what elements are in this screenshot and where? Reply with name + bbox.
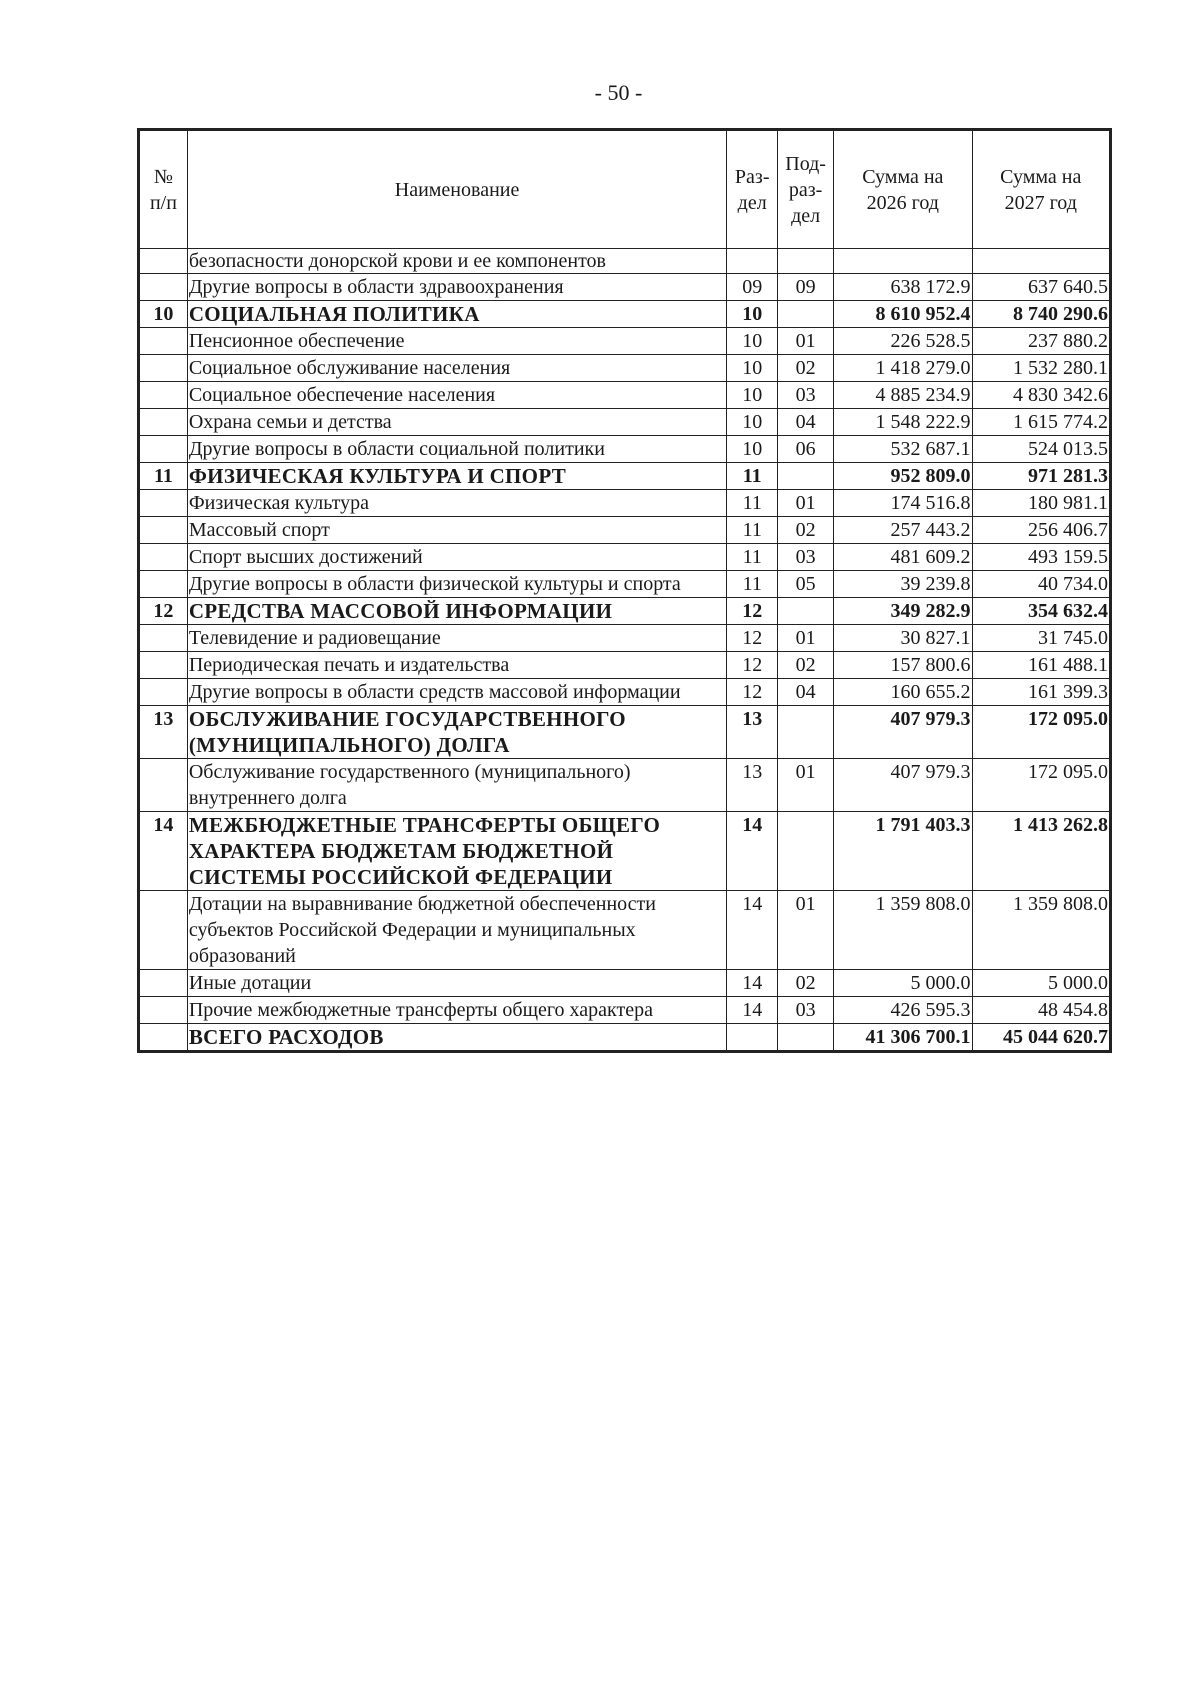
cell-sum-2027: 1 413 262.8 [972,812,1110,891]
header-podrazdel-line: Под- [785,152,826,175]
cell-razdel: 13 [727,706,778,759]
cell-sum-2027: 45 044 620.7 [972,1024,1110,1052]
header-sum-line: 2026 год [866,191,939,214]
cell-podrazdel: 03 [778,382,834,409]
cell-podrazdel: 03 [778,997,834,1024]
cell-sum-2027 [972,249,1110,274]
cell-sum-2027: 493 159.5 [972,544,1110,571]
cell-podrazdel [778,598,834,625]
table-row [139,463,1111,490]
table-row [139,328,1111,355]
header-podrazdel-line: раз- [788,178,823,201]
cell-podrazdel [778,1024,834,1052]
cell-podrazdel: 01 [778,490,834,517]
table-row [139,517,1111,544]
cell-num [139,544,188,571]
cell-num [139,679,188,706]
cell-name: ВСЕГО РАСХОДОВ [187,1024,726,1052]
cell-podrazdel: 04 [778,679,834,706]
cell-name: безопасности донорской крови и ее компонентов [187,249,726,274]
header-sum-2027 [972,130,1110,249]
cell-sum-2027: 180 981.1 [972,490,1110,517]
cell-num: 12 [139,598,188,625]
header-podrazdel-line: дел [791,204,821,227]
cell-sum-2026: 8 610 952.4 [834,301,972,328]
table-row [139,997,1111,1024]
cell-podrazdel [778,301,834,328]
cell-podrazdel [778,249,834,274]
header-num [139,130,188,249]
cell-podrazdel: 02 [778,652,834,679]
cell-sum-2026: 1 791 403.3 [834,812,972,891]
cell-name: Пенсионное обеспечение [187,328,726,355]
cell-sum-2026: 5 000.0 [834,970,972,997]
cell-sum-2027: 5 000.0 [972,970,1110,997]
cell-razdel: 14 [727,997,778,1024]
cell-razdel: 10 [727,301,778,328]
cell-podrazdel [778,463,834,490]
cell-num [139,625,188,652]
cell-num [139,328,188,355]
cell-razdel: 10 [727,436,778,463]
table-row [139,1024,1111,1052]
cell-sum-2027: 40 734.0 [972,571,1110,598]
cell-razdel: 11 [727,463,778,490]
cell-name: Обслуживание государственного (муниципального) внутреннего долга [187,759,726,812]
table-header-row [139,130,1111,249]
table-row [139,891,1111,970]
cell-razdel [727,1024,778,1052]
cell-sum-2027: 4 830 342.6 [972,382,1110,409]
cell-num [139,382,188,409]
cell-name: Прочие межбюджетные трансферты общего характера [187,997,726,1024]
cell-name: Социальное обслуживание населения [187,355,726,382]
cell-sum-2027: 354 632.4 [972,598,1110,625]
cell-name: СРЕДСТВА МАССОВОЙ ИНФОРМАЦИИ [187,598,726,625]
cell-sum-2027: 172 095.0 [972,706,1110,759]
table-row [139,355,1111,382]
cell-num [139,652,188,679]
cell-razdel: 11 [727,571,778,598]
cell-num [139,274,188,301]
cell-name: Другие вопросы в области физической культуры и спорта [187,571,726,598]
cell-name: Другие вопросы в области здравоохранения [187,274,726,301]
cell-num [139,436,188,463]
cell-num [139,759,188,812]
cell-name: ФИЗИЧЕСКАЯ КУЛЬТУРА И СПОРТ [187,463,726,490]
cell-podrazdel: 09 [778,274,834,301]
table-row [139,382,1111,409]
table-row [139,249,1111,274]
cell-sum-2026 [834,249,972,274]
cell-sum-2026: 426 595.3 [834,997,972,1024]
cell-razdel: 12 [727,652,778,679]
cell-razdel: 10 [727,382,778,409]
cell-razdel: 09 [727,274,778,301]
cell-name: Спорт высших достижений [187,544,726,571]
cell-sum-2027: 237 880.2 [972,328,1110,355]
table-row [139,409,1111,436]
cell-name: Массовый спорт [187,517,726,544]
cell-num [139,490,188,517]
cell-sum-2026: 160 655.2 [834,679,972,706]
cell-name: Социальное обеспечение населения [187,382,726,409]
cell-sum-2027: 971 281.3 [972,463,1110,490]
cell-sum-2026: 638 172.9 [834,274,972,301]
cell-num [139,997,188,1024]
cell-razdel: 14 [727,812,778,891]
cell-sum-2026: 226 528.5 [834,328,972,355]
cell-sum-2026: 257 443.2 [834,517,972,544]
table-row [139,970,1111,997]
cell-podrazdel: 06 [778,436,834,463]
cell-sum-2026: 952 809.0 [834,463,972,490]
cell-podrazdel: 05 [778,571,834,598]
cell-sum-2026: 30 827.1 [834,625,972,652]
cell-razdel: 11 [727,544,778,571]
cell-num [139,970,188,997]
cell-sum-2027: 48 454.8 [972,997,1110,1024]
cell-podrazdel: 04 [778,409,834,436]
header-num-line: п/п [149,191,177,214]
cell-sum-2027: 31 745.0 [972,625,1110,652]
cell-podrazdel [778,812,834,891]
cell-sum-2026: 157 800.6 [834,652,972,679]
cell-name: СОЦИАЛЬНАЯ ПОЛИТИКА [187,301,726,328]
header-razdel-line: Раз- [734,165,770,188]
cell-sum-2027: 1 615 774.2 [972,409,1110,436]
table-row [139,436,1111,463]
table-row [139,625,1111,652]
table-row [139,301,1111,328]
header-razdel [727,130,778,249]
cell-razdel: 12 [727,625,778,652]
header-num-line: № [153,165,173,188]
table-body [139,249,1111,1052]
table-row [139,706,1111,759]
table-row [139,759,1111,812]
cell-sum-2027: 637 640.5 [972,274,1110,301]
header-sum-line: 2027 год [1004,191,1077,214]
cell-num [139,571,188,598]
cell-sum-2026: 407 979.3 [834,759,972,812]
cell-razdel [727,249,778,274]
cell-podrazdel: 01 [778,328,834,355]
table-row [139,544,1111,571]
cell-razdel: 11 [727,490,778,517]
cell-name: Другие вопросы в области средств массовой информации [187,679,726,706]
cell-name: Охрана семьи и детства [187,409,726,436]
cell-num: 13 [139,706,188,759]
cell-num: 14 [139,812,188,891]
cell-podrazdel: 02 [778,355,834,382]
cell-razdel: 13 [727,759,778,812]
cell-sum-2026: 1 418 279.0 [834,355,972,382]
header-sum-line: Сумма на [862,165,944,188]
page-number: - 50 - [594,80,643,105]
cell-sum-2027: 1 532 280.1 [972,355,1110,382]
cell-num [139,249,188,274]
cell-podrazdel [778,706,834,759]
table-row [139,571,1111,598]
cell-name: Иные дотации [187,970,726,997]
cell-razdel: 12 [727,598,778,625]
cell-sum-2027: 8 740 290.6 [972,301,1110,328]
cell-sum-2026: 1 359 808.0 [834,891,972,970]
cell-podrazdel: 01 [778,891,834,970]
cell-sum-2026: 349 282.9 [834,598,972,625]
cell-sum-2027: 1 359 808.0 [972,891,1110,970]
cell-num [139,891,188,970]
cell-num [139,355,188,382]
table-row [139,652,1111,679]
cell-sum-2027: 524 013.5 [972,436,1110,463]
cell-sum-2027: 256 406.7 [972,517,1110,544]
header-podrazdel [778,130,834,249]
cell-sum-2027: 161 488.1 [972,652,1110,679]
cell-sum-2026: 174 516.8 [834,490,972,517]
cell-sum-2027: 172 095.0 [972,759,1110,812]
cell-razdel: 10 [727,328,778,355]
cell-razdel: 12 [727,679,778,706]
cell-sum-2027: 161 399.3 [972,679,1110,706]
cell-sum-2026: 532 687.1 [834,436,972,463]
cell-podrazdel: 01 [778,625,834,652]
table-row [139,490,1111,517]
cell-sum-2026: 407 979.3 [834,706,972,759]
cell-sum-2026: 4 885 234.9 [834,382,972,409]
cell-razdel: 11 [727,517,778,544]
cell-name: Периодическая печать и издательства [187,652,726,679]
cell-name: Телевидение и радиовещание [187,625,726,652]
cell-sum-2026: 1 548 222.9 [834,409,972,436]
cell-sum-2026: 41 306 700.1 [834,1024,972,1052]
header-name: Наименование [187,130,726,249]
cell-name: ОБСЛУЖИВАНИЕ ГОСУДАРСТВЕННОГО (МУНИЦИПАЛЬНОГО) ДОЛГА [187,706,726,759]
table-row [139,274,1111,301]
cell-num [139,409,188,436]
cell-podrazdel: 01 [778,759,834,812]
cell-podrazdel: 02 [778,517,834,544]
table-row [139,679,1111,706]
cell-num [139,1024,188,1052]
header-razdel-line: дел [737,191,767,214]
table-row [139,598,1111,625]
cell-num [139,517,188,544]
cell-podrazdel: 03 [778,544,834,571]
cell-sum-2026: 481 609.2 [834,544,972,571]
cell-razdel: 10 [727,355,778,382]
cell-sum-2026: 39 239.8 [834,571,972,598]
cell-razdel: 14 [727,891,778,970]
table-row [139,812,1111,891]
cell-razdel: 10 [727,409,778,436]
budget-table [137,128,1112,1053]
cell-podrazdel: 02 [778,970,834,997]
cell-name: Физическая культура [187,490,726,517]
cell-name: Дотации на выравнивание бюджетной обеспеченности субъектов Российской Федерации и муниципальных образований [187,891,726,970]
cell-razdel: 14 [727,970,778,997]
cell-num: 10 [139,301,188,328]
cell-name: МЕЖБЮДЖЕТНЫЕ ТРАНСФЕРТЫ ОБЩЕГО ХАРАКТЕРА БЮДЖЕТАМ БЮДЖЕТНОЙ СИСТЕМЫ РОССИЙСКОЙ ФЕДЕРАЦИИ [187,812,726,891]
cell-name: Другие вопросы в области социальной политики [187,436,726,463]
header-sum-2026 [834,130,972,249]
header-sum-line: Сумма на [1000,165,1082,188]
cell-num: 11 [139,463,188,490]
